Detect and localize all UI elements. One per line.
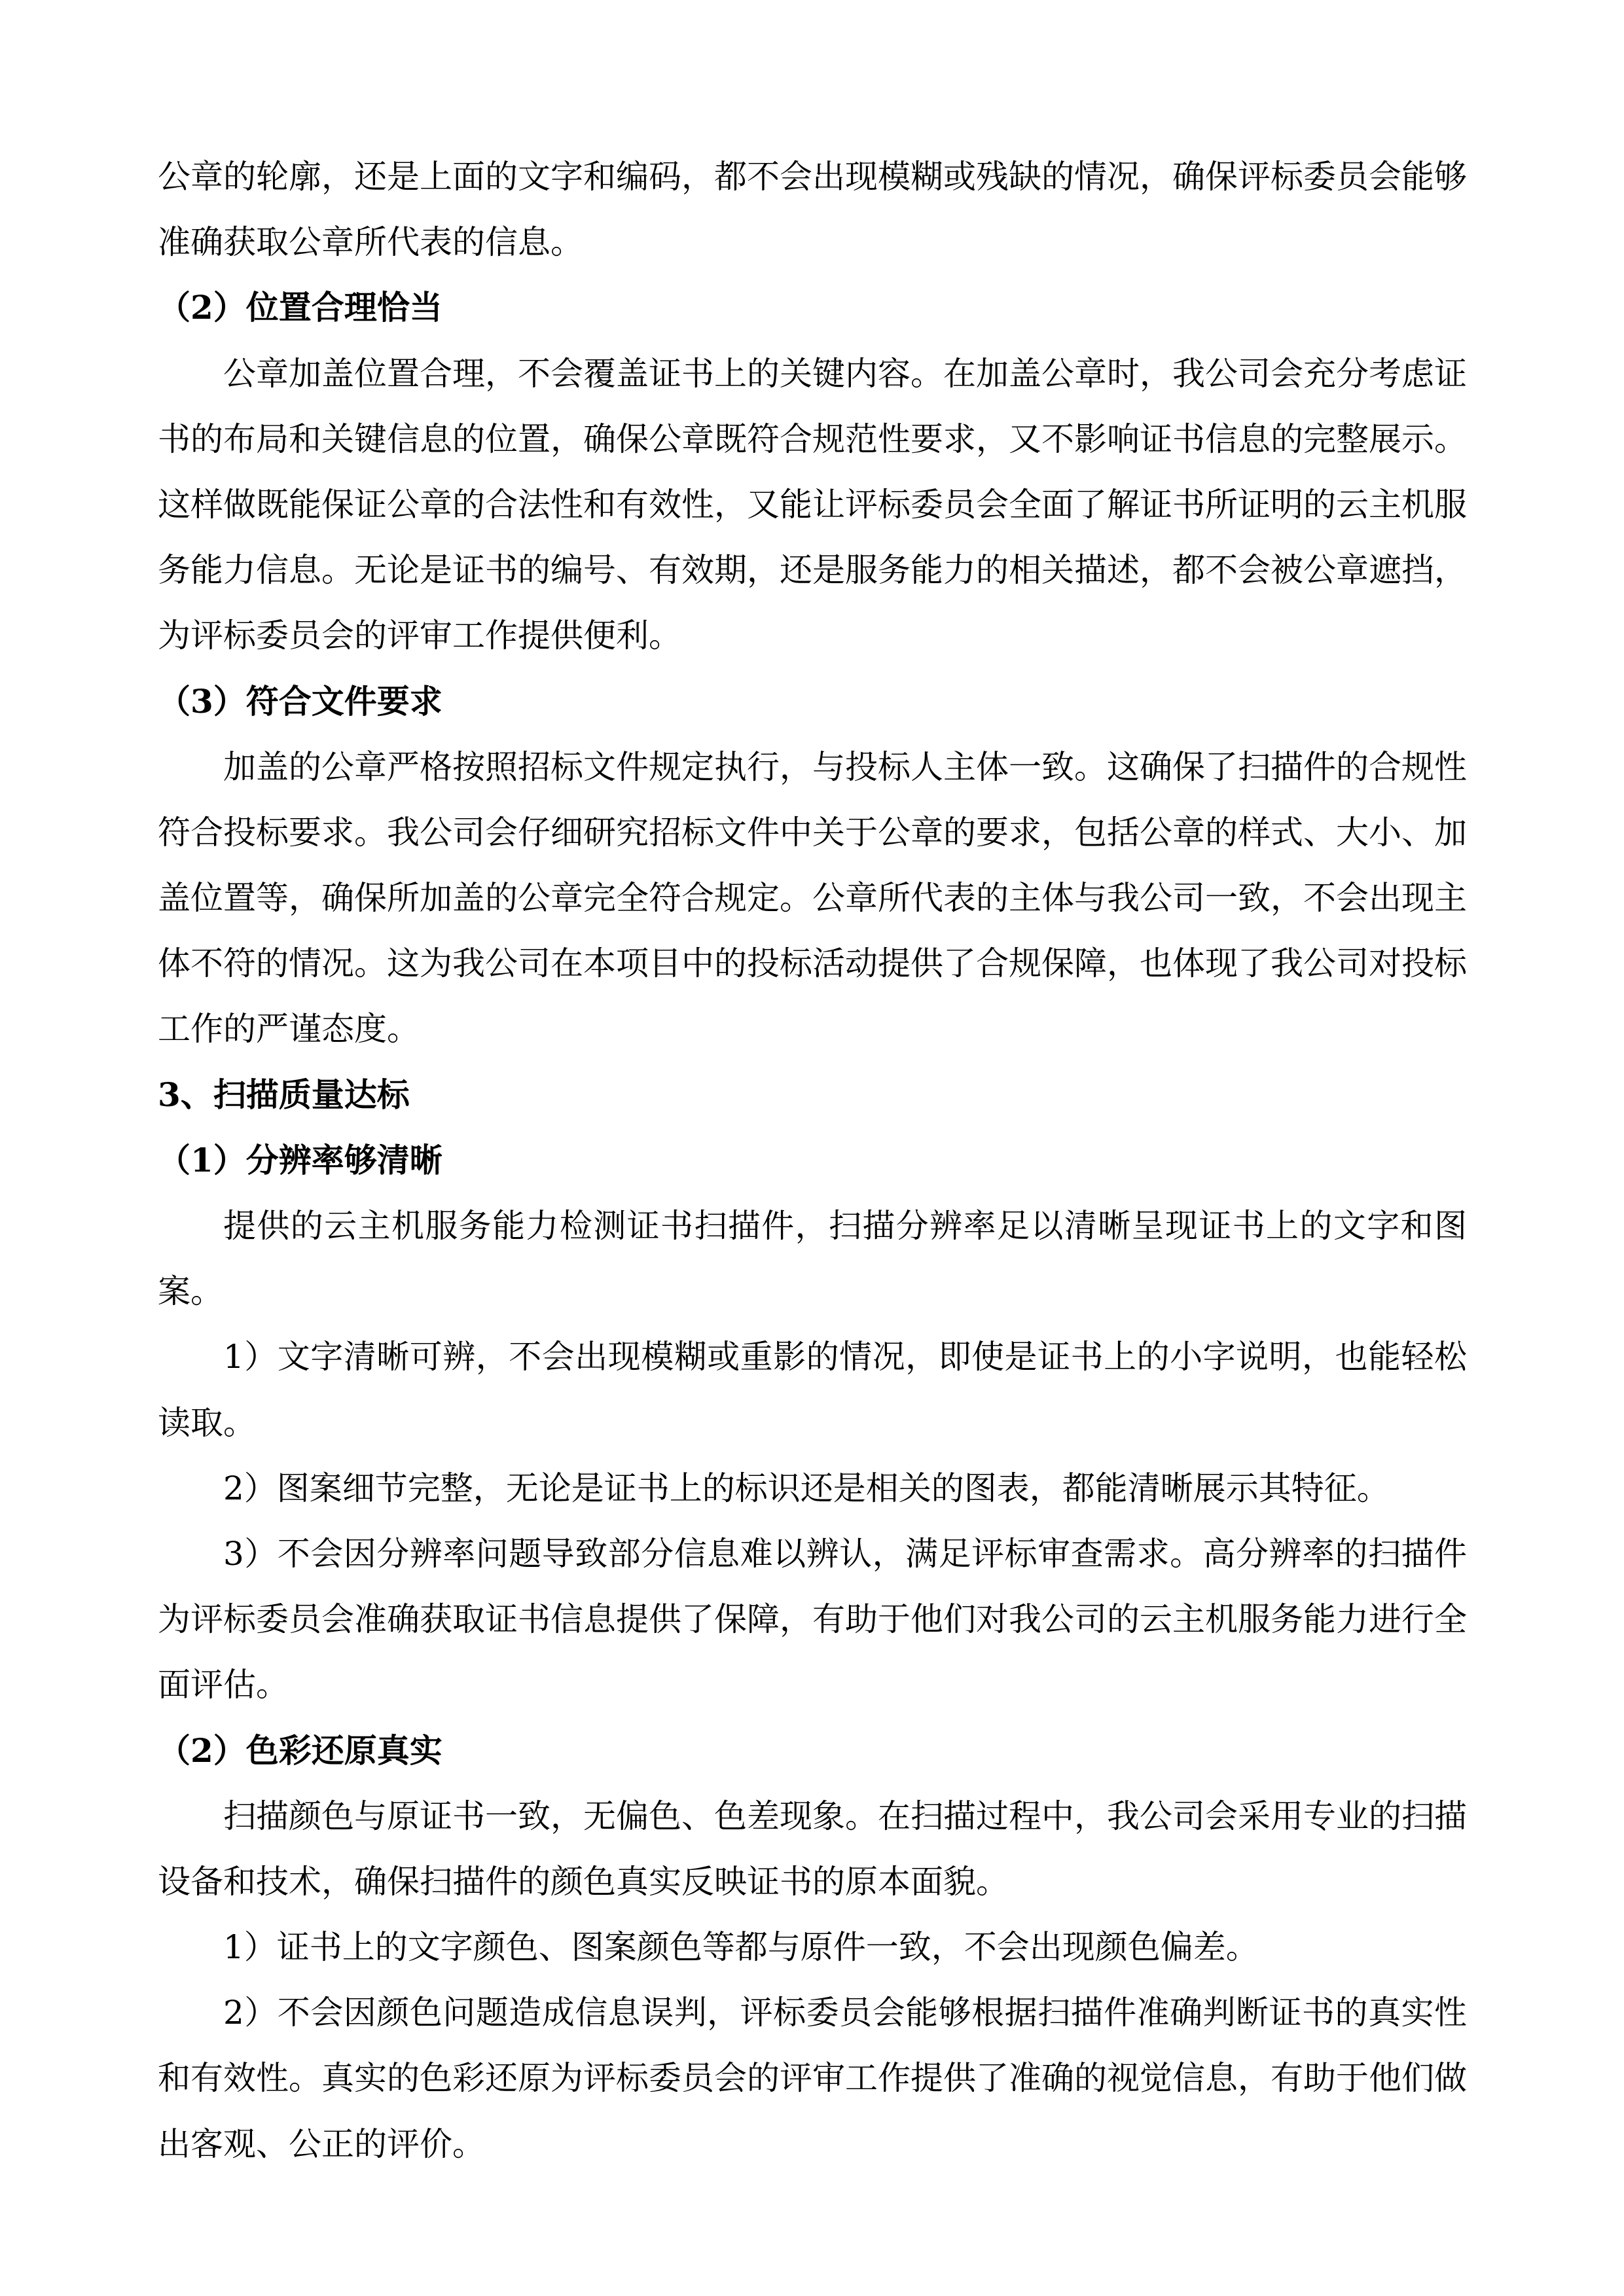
paragraph-line: 和有效性。真实的色彩还原为评标委员会的评审工作提供了准确的视觉信息，有助于他们做: [158, 2059, 1467, 2098]
paragraph-line: 盖位置等，确保所加盖的公章完全符合规定。公章所代表的主体与我公司一致，不会出现主: [158, 879, 1467, 918]
heading-text: （2）位置合理恰当: [158, 288, 442, 327]
paragraph: [158, 734, 1467, 1062]
document-page: [158, 144, 1467, 2177]
paragraph-line: 1）文字清晰可辨，不会出现模糊或重影的情况，即使是证书上的小字说明，也能轻松: [223, 1338, 1467, 1376]
heading-text: （1）分辨率够清晰: [158, 1140, 442, 1179]
paragraph-line: 2）图案细节完整，无论是证书上的标识还是相关的图表，都能清晰展示其特征。: [223, 1469, 1390, 1507]
section-heading: [158, 1128, 1467, 1193]
section-heading: [158, 1718, 1467, 1784]
section-heading: [158, 1062, 1467, 1128]
paragraph-line: 3）不会因分辨率问题导致部分信息难以辨认，满足评标审查需求。高分辨率的扫描件: [223, 1534, 1467, 1573]
heading-text: 3、扫描质量达标: [158, 1075, 410, 1114]
section-heading: [158, 275, 1467, 340]
paragraph: [158, 341, 1467, 669]
section-heading: [158, 669, 1467, 734]
paragraph: [158, 1784, 1467, 1914]
paragraph: [158, 1193, 1467, 1324]
paragraph-line: 公章加盖位置合理，不会覆盖证书上的关键内容。在加盖公章时，我公司会充分考虑证: [223, 354, 1467, 393]
paragraph-line: 面评估。: [158, 1666, 289, 1704]
paragraph: [158, 1914, 1467, 1980]
paragraph-line: 加盖的公章严格按照招标文件规定执行，与投标人主体一致。这确保了扫描件的合规性: [223, 747, 1467, 786]
paragraph-line: 提供的云主机服务能力检测证书扫描件，扫描分辨率足以清晰呈现证书上的文字和图: [223, 1207, 1467, 1245]
paragraph-line: 2）不会因颜色问题造成信息误判，评标委员会能够根据扫描件准确判断证书的真实性: [223, 1994, 1467, 2032]
paragraph-line: 案。: [158, 1272, 223, 1311]
paragraph-line: 出客观、公正的评价。: [158, 2125, 485, 2163]
heading-text: （3）符合文件要求: [158, 681, 442, 721]
paragraph-line: 务能力信息。无论是证书的编号、有效期，还是服务能力的相关描述，都不会被公章遮挡，: [158, 551, 1467, 590]
paragraph-line: 准确获取公章所代表的信息。: [158, 223, 583, 262]
paragraph-line: 设备和技术，确保扫描件的颜色真实反映证书的原本面貌。: [158, 1862, 1009, 1901]
paragraph-line: 为评标委员会的评审工作提供便利。: [158, 617, 681, 655]
paragraph: [158, 1456, 1467, 1521]
paragraph-line: 1）证书上的文字颜色、图案颜色等都与原件一致，不会出现颜色偏差。: [223, 1928, 1259, 1967]
paragraph: [158, 1980, 1467, 2177]
paragraph-line: 公章的轮廓，还是上面的文字和编码，都不会出现模糊或残缺的情况，确保评标委员会能够: [158, 158, 1467, 196]
paragraph-line: 工作的严谨态度。: [158, 1010, 420, 1049]
paragraph-line: 读取。: [158, 1403, 256, 1442]
heading-text: （2）色彩还原真实: [158, 1731, 442, 1770]
paragraph-line: 符合投标要求。我公司会仔细研究招标文件中关于公章的要求，包括公章的样式、大小、加: [158, 813, 1467, 852]
paragraph: [158, 1324, 1467, 1455]
paragraph-line: 扫描颜色与原证书一致，无偏色、色差现象。在扫描过程中，我公司会采用专业的扫描: [223, 1797, 1467, 1835]
paragraph: [158, 144, 1467, 275]
paragraph: [158, 1521, 1467, 1718]
paragraph-line: 为评标委员会准确获取证书信息提供了保障，有助于他们对我公司的云主机服务能力进行全: [158, 1600, 1467, 1639]
paragraph-line: 书的布局和关键信息的位置，确保公章既符合规范性要求，又不影响证书信息的完整展示。: [158, 420, 1467, 458]
paragraph-line: 这样做既能保证公章的合法性和有效性，又能让评标委员会全面了解证书所证明的云主机服: [158, 485, 1467, 524]
paragraph-line: 体不符的情况。这为我公司在本项目中的投标活动提供了合规保障，也体现了我公司对投标: [158, 944, 1467, 983]
